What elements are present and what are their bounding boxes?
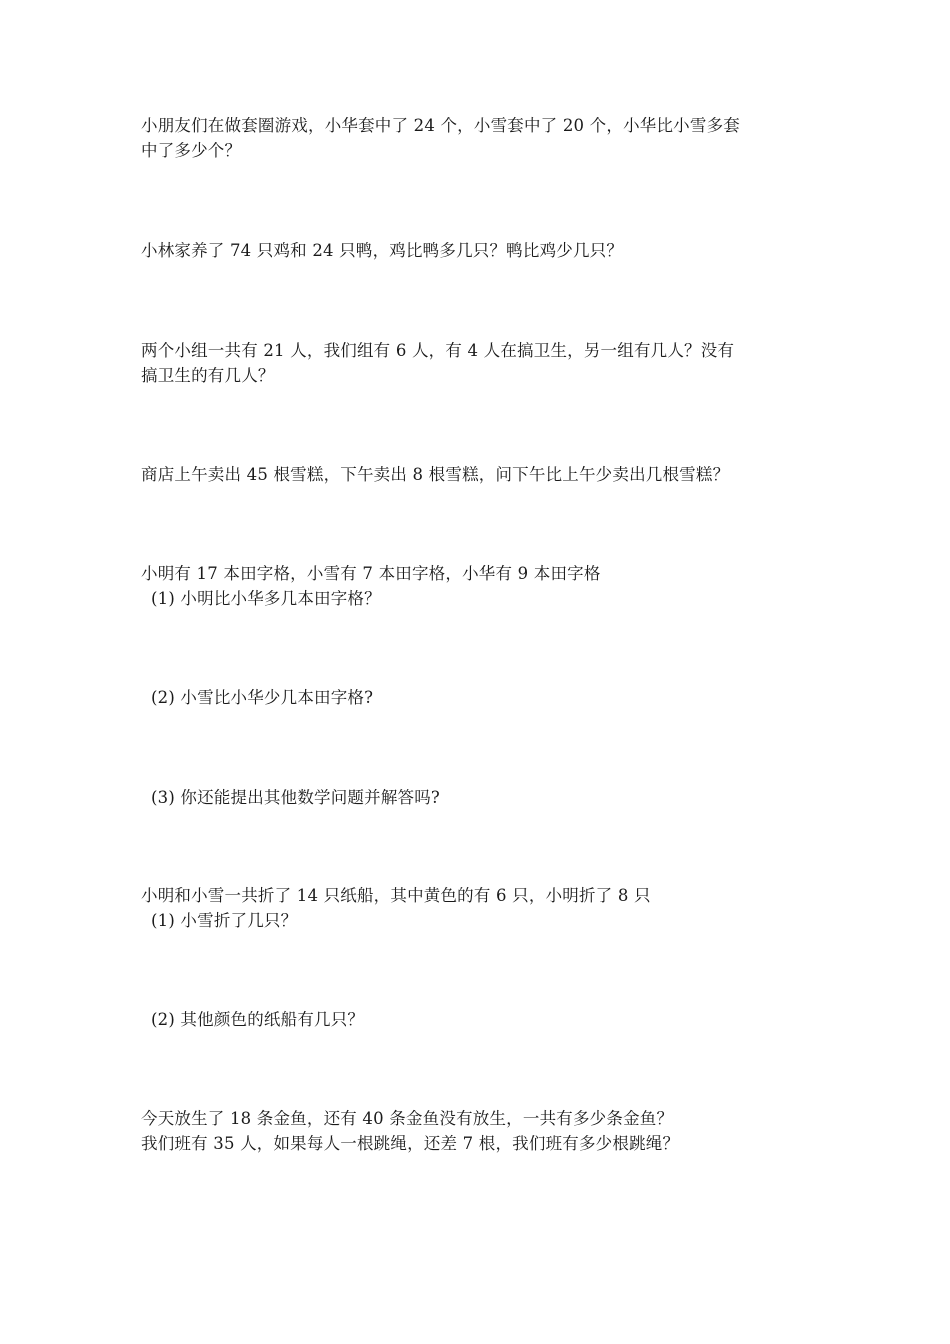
problem-3-line-1: 两个小组一共有 21 人，我们组有 6 人，有 4 人在搞卫生，另一组有几人？没有	[141, 341, 735, 360]
problem-8-line-1: 我们班有 35 人，如果每人一根跳绳，还差 7 根，我们班有多少根跳绳？	[141, 1134, 680, 1153]
problem-5-sub-1: (1) 小明比小华多几本田字格？	[151, 589, 381, 608]
problem-5-sub-2: (2) 小雪比小华少几本田字格?	[151, 688, 374, 707]
problem-6-stem: 小明和小雪一共折了 14 只纸船，其中黄色的有 6 只，小明折了 8 只	[141, 886, 651, 905]
problem-1-line-2: 中了多少个？	[141, 141, 242, 160]
problem-4-line-1: 商店上午卖出 45 根雪糕，下午卖出 8 根雪糕，问下午比上午少卖出几根雪糕？	[141, 465, 730, 484]
problem-6-sub-2: (2) 其他颜色的纸船有几只？	[151, 1010, 365, 1029]
problem-6-sub-1: (1) 小雪折了几只？	[151, 911, 298, 930]
problem-7-line-1: 今天放生了 18 条金鱼，还有 40 条金鱼没有放生，一共有多少条金鱼？	[141, 1109, 674, 1128]
problem-2-line-1: 小林家养了 74 只鸡和 24 只鸭，鸡比鸭多几只？鸭比鸡少几只？	[141, 241, 624, 260]
problem-5-stem: 小明有 17 本田字格，小雪有 7 本田字格，小华有 9 本田字格	[141, 564, 601, 583]
problem-5-sub-3: (3) 你还能提出其他数学问题并解答吗?	[151, 788, 440, 807]
problem-1-line-1: 小朋友们在做套圈游戏，小华套中了 24 个，小雪套中了 20 个，小华比小雪多套	[141, 116, 740, 135]
problem-3-line-2: 搞卫生的有几人？	[141, 366, 275, 385]
